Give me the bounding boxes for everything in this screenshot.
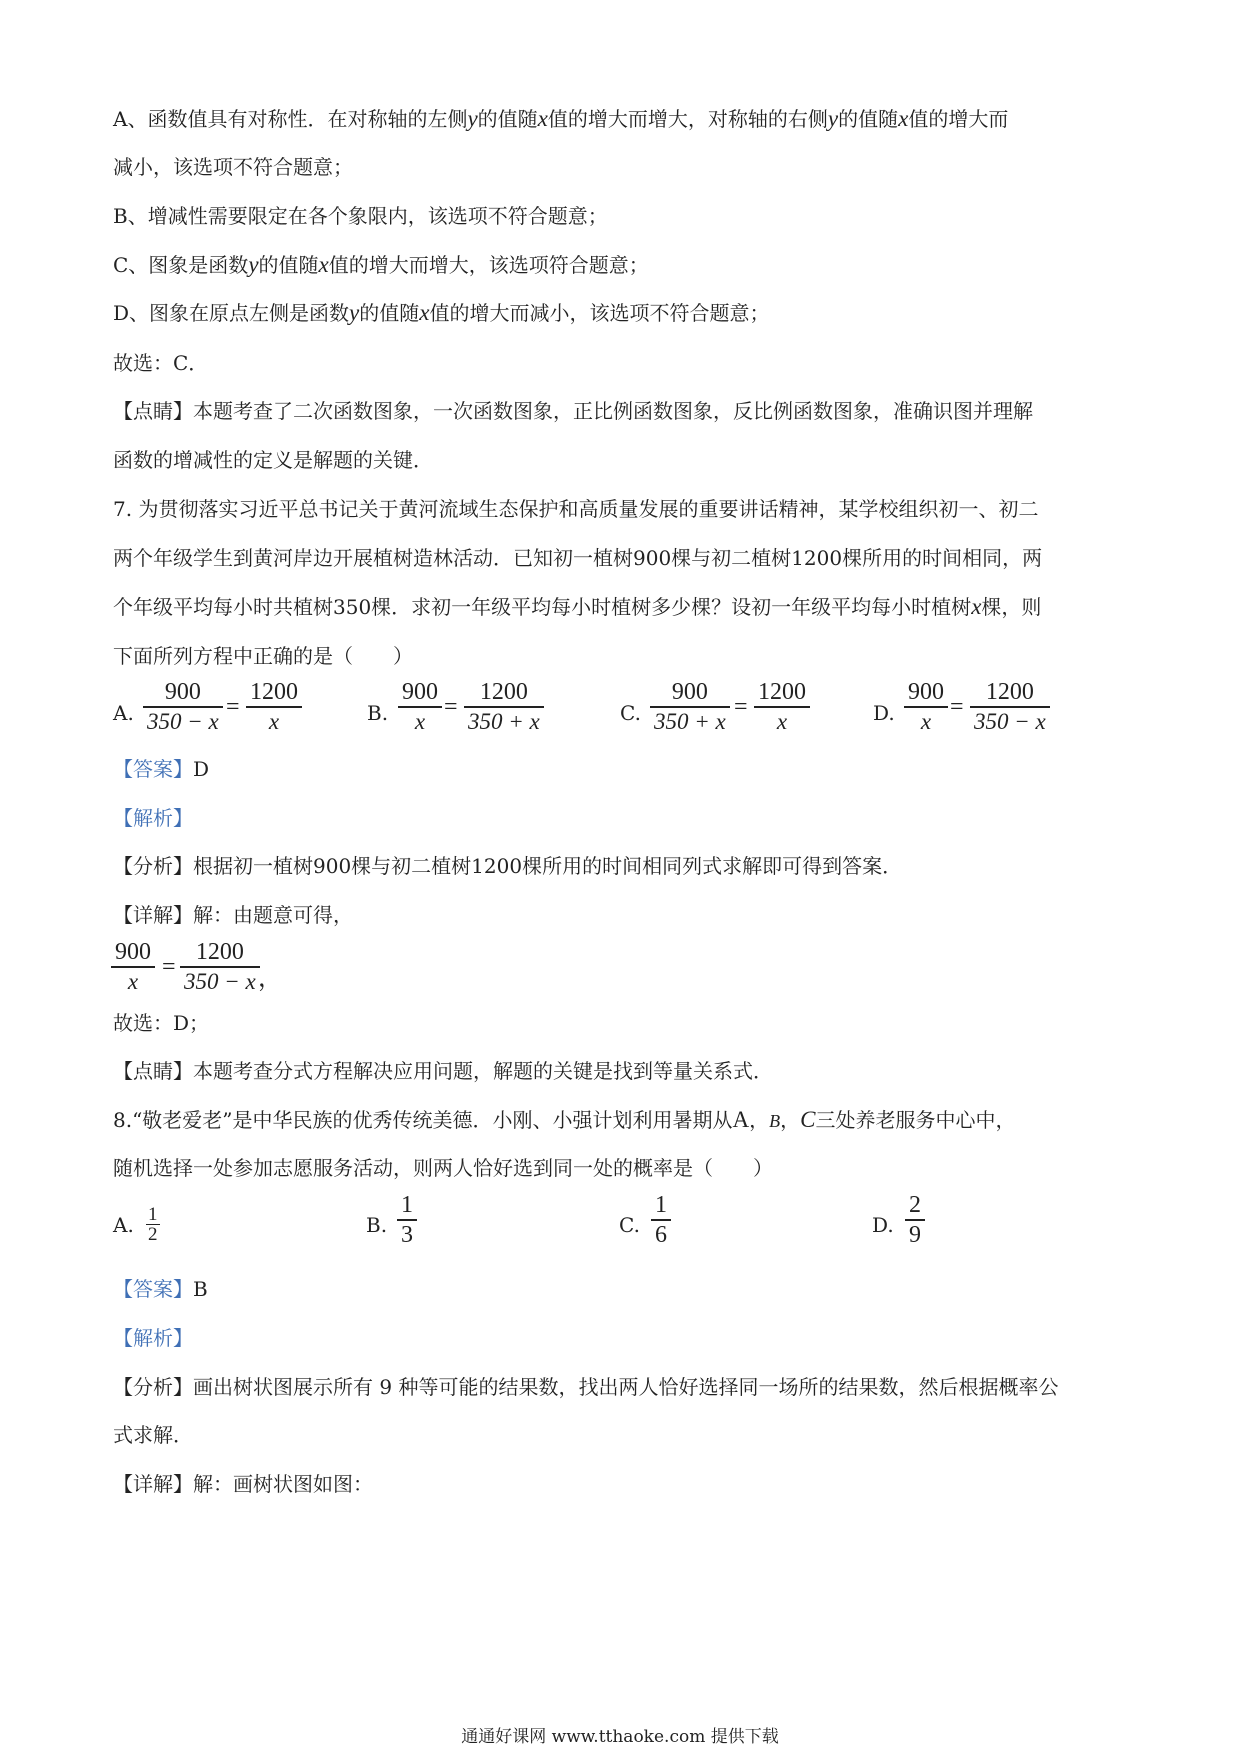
q7-stem-2: 两个年级学生到黄河岸边开展植树造林活动．已知初一植树900棵与初二植树1200棵所用的时间相同，两 [113, 546, 1043, 570]
q6-analysis-a: A、函数值具有对称性．在对称轴的左侧y的值随x值的增大而增大，对称轴的右侧y的值随x值的增大而 [113, 106, 1009, 131]
q6-selection: 故选：C． [113, 351, 209, 375]
q6-analysis-b: B、增减性需要限定在各个象限内，该选项不符合题意； [113, 204, 608, 228]
q8-stem-2: 随机选择一处参加志愿服务活动，则两人恰好选到同一处的概率是（ ） [113, 1156, 773, 1180]
q8-analysis: 【分析】画出树状图展示所有 9 种等可能的结果数，找出两人恰好选择同一场所的结果数，然后根据概率公 [113, 1375, 1059, 1399]
q7-stem-1: 7. 为贯彻落实习近平总书记关于黄河流域生态保护和高质量发展的重要讲话精神，某学校组织初一、初二 [113, 497, 1039, 521]
q8-detail: 【详解】解：画树状图如图： [113, 1472, 373, 1496]
q7-comment: 【点睛】本题考查分式方程解决应用问题，解题的关键是找到等量关系式． [113, 1059, 773, 1083]
q7-stem-4: 下面所列方程中正确的是（ ） [113, 644, 413, 668]
q6-analysis-d: D、图象在原点左侧是函数y的值随x值的增大而减小，该选项不符合题意； [113, 300, 770, 325]
page-footer: 通通好课网 www.tthaoke.com 提供下载 [461, 1727, 779, 1747]
q7-answer: 【答案】D [113, 757, 210, 781]
q7-selection: 故选：D； [113, 1011, 210, 1035]
q7-stem-3: 个年级平均每小时共植树350棵．求初一年级平均每小时植树多少棵？设初一年级平均每小时植树x棵，则 [113, 594, 1042, 619]
q8-stem-1: 8.“敬老爱老”是中华民族的优秀传统美德．小刚、小强计划利用暑期从A，B，C三处养老服务中心中， [113, 1107, 1016, 1132]
q6-analysis-a-cont: 减小，该选项不符合题意； [113, 155, 353, 179]
q7-detail: 【详解】解：由题意可得， [113, 903, 353, 927]
q8-analysis-cont: 式求解． [113, 1423, 193, 1447]
q6-analysis-c: C、图象是函数y的值随x值的增大而增大，该选项符合题意； [113, 252, 649, 277]
q7-analysis: 【分析】根据初一植树900棵与初二植树1200棵所用的时间相同列式求解即可得到答案． [113, 854, 903, 878]
q6-comment-cont: 函数的增减性的定义是解题的关键． [113, 448, 433, 472]
q8-answer: 【答案】B [113, 1277, 208, 1301]
q8-solution-header: 【解析】 [113, 1326, 193, 1350]
q6-comment: 【点睛】本题考查了二次函数图象，一次函数图象，正比例函数图象，反比例函数图象，准确识图并理解 [113, 399, 1033, 423]
q7-solution-header: 【解析】 [113, 806, 193, 830]
